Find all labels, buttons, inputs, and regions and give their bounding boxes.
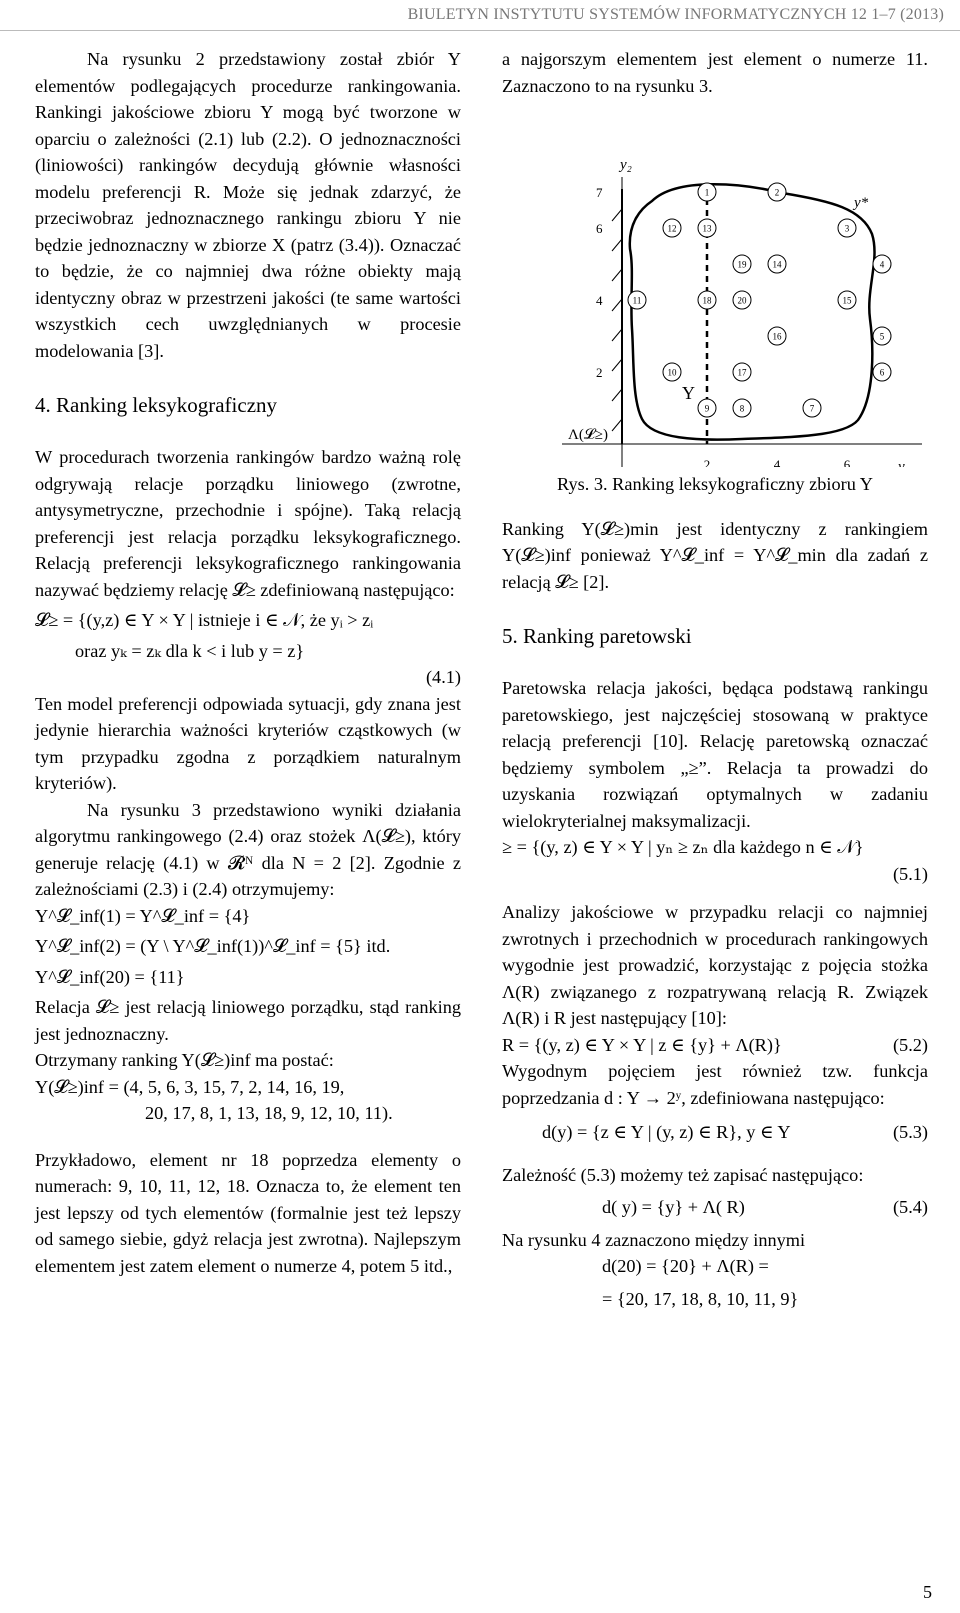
equation-5-4-number: (5.4) [892, 1197, 928, 1217]
right-paragraph-2: Ranking Y(𝓛≥)min jest identyczny z rankingiem Y(𝓛≥)inf ponieważ Y^𝓛_inf = Y^𝓛_min dla zadań z relacją 𝓛≥ [2]. [502, 518, 928, 592]
left-paragraph-4: Na rysunku 3 przedstawiono wyniki działania algorytmu rankingowego (2.4) oraz stożek Λ(𝓛≥), który generuje relację (4.1) w 𝓡ᴺ dla N = 2 [2]. Zgodnie z zależnościami (2.3) i (2.4) otrzymujemy: [35, 799, 461, 899]
equation-inf-20: Y^𝓛_inf(20) = {11} [35, 966, 185, 987]
left-paragraph-1: Na rysunku 2 przedstawiony został zbiór Y elementów podlegających procedurze rankingowania. Rankingi jakościowe zbioru Y mogą być tworzone w oparciu o zależności (2.1) lub (2.2). O jednoznaczności (liniowości) rankingów decydują głównie własności modelu preferencji R. Może się jednak zdarzyć, że przeciwobraz jednoznacznego rankingu zbioru Y nie będzie jednoznaczny w zbiorze X (patrz (3.4)). Oznaczać to będzie, że co najmniej dwa różne obiekty mają identyczny obraz w przestrzeni jakości (te same wartości wszystkich cech uwzględnianych w procesie modelowania [3]. [35, 49, 461, 361]
left-paragraph-2: W procedurach tworzenia rankingów bardzo ważną rolę odgrywają relacje porządku liniowego (zwrotne, antysymetryczne, przechodnie i spójne). Taką relacją preferencji jest relacja porządku leksykograficznego. Relacją preferencji leksykograficznego rankingowania nazywać będziemy relację 𝓛≥ zdefiniowaną następująco: [35, 447, 461, 600]
right-paragraph-1: a najgorszym elementem jest element o numerze 11. Zaznaczono to na rysunku 3. [502, 49, 928, 96]
point-label: 2 [774, 187, 780, 198]
left-paragraph-5: Relacja 𝓛≥ jest relacją liniowego porządku, stąd ranking jest jednoznaczny. [35, 997, 461, 1044]
equation-5-1-number: (5.1) [892, 863, 928, 884]
right-paragraph-3: Paretowska relacja jakości, będąca podstawą rankingu paretowskiego, jest najczęściej stosowaną w praktyce relacją preferencji [10]. Relację paretowską oznaczać będziemy symbolem „≥”. Relacja ta prowadzi do uzyskania rozwiązań optymalnych w zadaniu wielokryterialnej maksymalizacji. [502, 678, 928, 831]
x-tick-label: 2 [703, 457, 711, 467]
running-header: BIULETYN INSTYTUTU SYSTEMÓW INFORMATYCZNYCH 12 1–7 (2013) [407, 6, 944, 23]
equation-5-4-row [502, 1194, 928, 1221]
y-tick-label: 6 [596, 221, 603, 236]
ranking-equation-line-1: Y(𝓛≥)inf = (4, 5, 6, 3, 15, 7, 2, 14, 16, 19, [35, 1076, 345, 1097]
point-label: 20 [737, 295, 747, 306]
equation-d20-line-2: = {20, 17, 18, 8, 10, 11, 9} [602, 1288, 799, 1309]
equation-5-2: R = {(y, z) ∈ Y × Y | z ∈ {y} + Λ(R)} [502, 1034, 782, 1055]
cone-label: Λ(𝓛≥) [568, 427, 609, 443]
right-paragraph-4: Analizy jakościowe w przypadku relacji co najmniej zwrotnych i przechodnich w procedurach rankingowych wygodnie jest prowadzić, korzystając z pojęcia stożka Λ(R) związanego z rozpatrywaną relacją R. Związek Λ(R) i R jest następujący [10]: [502, 902, 928, 1028]
equation-5-3-row [502, 1119, 928, 1146]
point-label: 1 [704, 187, 710, 198]
equation-5-3-number: (5.3) [892, 1122, 928, 1142]
axis-ticks [596, 185, 851, 467]
y-axis-label: y₂ [620, 157, 632, 173]
point-label: 15 [842, 295, 852, 306]
header-rule [0, 30, 960, 31]
x-tick-label: 6 [843, 457, 851, 467]
equation-5-1: ≥ = {(y, z) ∈ Y × Y | yₙ ≥ zₙ dla każdego n ∈ 𝒩} [502, 837, 864, 857]
equation-5-2-row [502, 1032, 928, 1059]
equation-5-4: d( y) = {y} + Λ( R) [602, 1197, 745, 1217]
right-paragraph-7: Na rysunku 4 zaznaczono między innymi [502, 1229, 806, 1250]
point-label: 16 [772, 331, 782, 342]
point-label: 4 [879, 259, 885, 270]
x-tick-label: 4 [773, 457, 781, 467]
equation-5-2-number: (5.2) [892, 1034, 928, 1055]
point-label: 9 [704, 403, 710, 414]
section-5-heading: 5. Ranking paretowski [502, 624, 692, 648]
page-number: 5 [923, 1582, 932, 1602]
point-label: 5 [879, 331, 885, 342]
ranking-equation-line-2: 20, 17, 8, 1, 13, 18, 9, 12, 10, 11). [145, 1103, 393, 1123]
equation-inf-2: Y^𝓛_inf(2) = (Y \ Y^𝓛_inf(1))^𝓛_inf = {5} itd. [35, 936, 391, 956]
equation-4-1-line-2: oraz yₖ = zₖ dla k < i lub y = z} [75, 640, 305, 661]
section-4-heading: 4. Ranking leksykograficzny [35, 393, 278, 417]
y-tick-label: 7 [596, 185, 603, 200]
equation-inf-1: Y^𝓛_inf(1) = Y^𝓛_inf = {4} [35, 905, 251, 926]
equation-4-1-line-1: 𝓛≥ = {(y,z) ∈ Y × Y | istnieje i ∈ 𝒩, że yᵢ > zᵢ [35, 610, 374, 630]
lexicographic-ranking-plot [502, 99, 928, 467]
point-label: 14 [772, 259, 782, 270]
point-label: 8 [739, 403, 745, 414]
x-axis-label: y₁ [898, 459, 910, 467]
ideal-point-label: y* [854, 195, 869, 211]
y-tick-label: 4 [596, 293, 603, 308]
point-label: 12 [667, 223, 677, 234]
point-label: 19 [737, 259, 747, 270]
point-label: 13 [702, 223, 712, 234]
y-tick-label: 2 [596, 365, 603, 380]
data-points [628, 183, 891, 417]
point-label: 10 [667, 367, 677, 378]
left-paragraph-7: Przykładowo, element nr 18 poprzedza elementy o numerach: 9, 10, 11, 12, 18. Oznacza to, że element ten jest lepszy od tych elementów (formalnie jest też lepszy od samego siebie, gdyż relacja jest zwrotna). Najlepszym elementem jest zatem element o numerze 4, potem 5 itd., [35, 1149, 461, 1276]
left-paragraph-3: Ten model preferencji odpowiada sytuacji, gdy znana jest jedynie hierarchia ważności kryteriów cząstkowych (w tym przypadku zgodna z porządkiem naturalnym kryteriów). [35, 693, 461, 793]
figure-3-caption: Rys. 3. Ranking leksykograficzny zbioru Y [557, 474, 873, 494]
equation-5-3: d(y) = {z ∈ Y | (y, z) ∈ R}, y ∈ Y [542, 1122, 791, 1142]
right-column [502, 46, 928, 1312]
equation-d20-line-1: d(20) = {20} + Λ(R) = [602, 1256, 769, 1276]
point-label: 11 [632, 295, 642, 306]
figure-3 [502, 99, 928, 467]
set-Y-label: Y [682, 383, 695, 403]
point-label: 17 [737, 367, 747, 378]
right-paragraph-5: Wygodnym pojęciem jest również tzw. funkcja poprzedzania d : Y → 2ʸ, zdefiniowana następująco: [502, 1061, 928, 1108]
left-paragraph-6: Otrzymany ranking Y(𝓛≥)inf ma postać: [35, 1050, 334, 1070]
cone-hatching [612, 189, 622, 444]
equation-4-1-number: (4.1) [425, 667, 461, 687]
left-column [35, 46, 461, 1279]
point-label: 7 [809, 403, 815, 414]
right-paragraph-6: Zależność (5.3) możemy też zapisać następująco: [502, 1164, 864, 1185]
point-label: 6 [879, 367, 885, 378]
point-label: 18 [702, 295, 712, 306]
point-label: 3 [844, 223, 850, 234]
